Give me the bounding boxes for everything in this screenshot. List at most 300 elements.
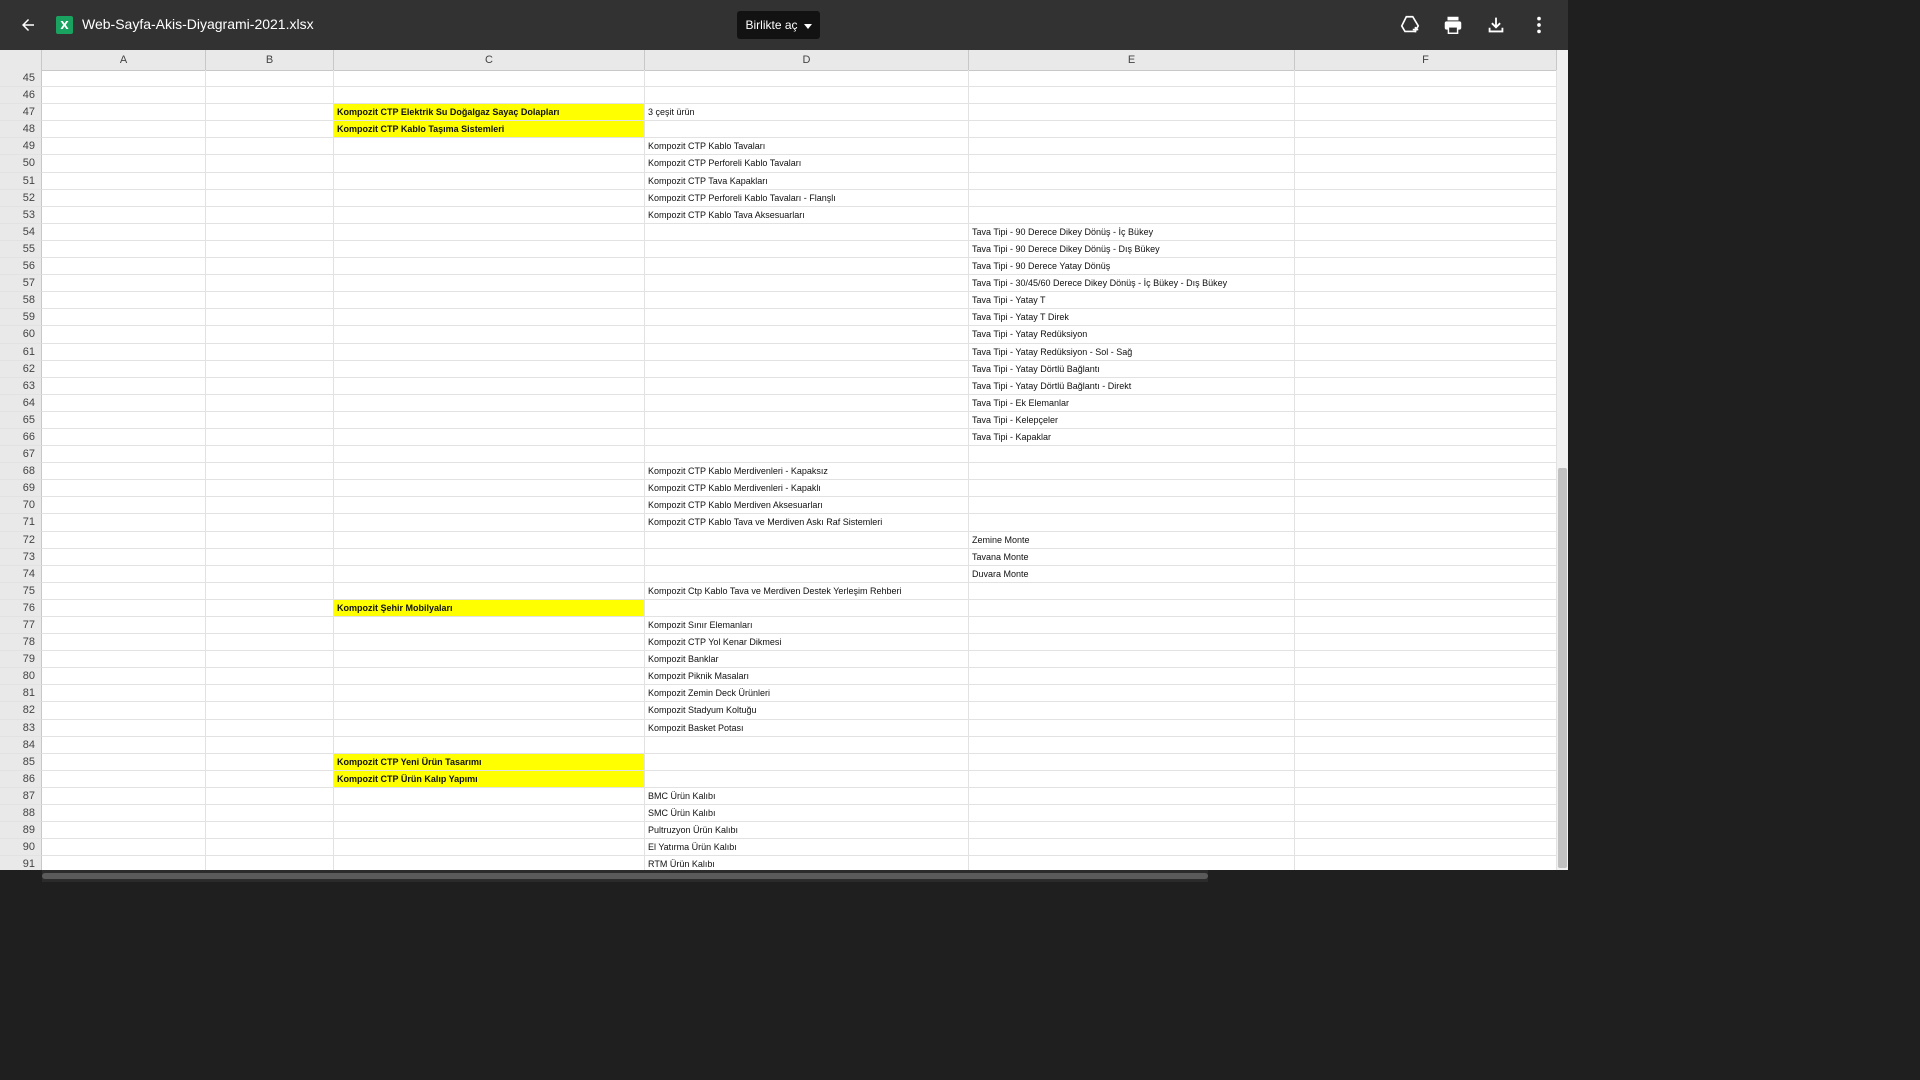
row-number[interactable]: 65 [0,412,42,429]
cell-c[interactable]: Kompozit CTP Yeni Ürün Tasarımı [334,754,645,771]
cell-c[interactable] [334,549,645,566]
cell-d[interactable] [645,292,969,309]
cell-b[interactable] [206,737,334,754]
cell-a[interactable] [42,600,206,617]
cell-a[interactable] [42,224,206,241]
cell-f[interactable] [1295,87,1557,104]
cell-c[interactable] [334,138,645,155]
cell-b[interactable] [206,378,334,395]
cell-b[interactable] [206,138,334,155]
cell-a[interactable] [42,258,206,275]
row-number[interactable]: 78 [0,634,42,651]
cell-f[interactable] [1295,429,1557,446]
cell-c[interactable] [334,685,645,702]
cell-b[interactable] [206,207,334,224]
cell-f[interactable] [1295,685,1557,702]
cell-f[interactable] [1295,395,1557,412]
cell-a[interactable] [42,856,206,870]
cell-a[interactable] [42,326,206,343]
row-number[interactable]: 53 [0,207,42,224]
cell-f[interactable] [1295,532,1557,549]
cell-b[interactable] [206,412,334,429]
cell-f[interactable] [1295,446,1557,463]
cell-f[interactable] [1295,480,1557,497]
row-number[interactable]: 57 [0,275,42,292]
cell-c[interactable] [334,173,645,190]
cell-a[interactable] [42,685,206,702]
cell-f[interactable] [1295,344,1557,361]
cell-f[interactable] [1295,788,1557,805]
cell-c[interactable] [334,514,645,531]
cell-e[interactable] [969,87,1295,104]
cell-b[interactable] [206,446,334,463]
cell-d[interactable]: 3 çeşit ürün [645,104,969,121]
cell-c[interactable] [334,155,645,172]
column-header-e[interactable]: E [969,50,1295,70]
cell-f[interactable] [1295,600,1557,617]
cell-f[interactable] [1295,702,1557,719]
cell-c[interactable] [334,788,645,805]
cell-a[interactable] [42,309,206,326]
cell-f[interactable] [1295,805,1557,822]
cell-d[interactable] [645,378,969,395]
cell-c[interactable] [334,429,645,446]
cell-b[interactable] [206,121,334,138]
cell-f[interactable] [1295,720,1557,737]
cell-f[interactable] [1295,138,1557,155]
row-number[interactable]: 67 [0,446,42,463]
cell-d[interactable] [645,429,969,446]
cell-c[interactable]: Kompozit CTP Ürün Kalıp Yapımı [334,771,645,788]
cell-c[interactable] [334,309,645,326]
cell-e[interactable] [969,190,1295,207]
cell-d[interactable]: Kompozit CTP Kablo Tava ve Merdiven Askı Raf Sistemleri [645,514,969,531]
cell-d[interactable] [645,754,969,771]
row-number[interactable]: 71 [0,514,42,531]
cell-d[interactable]: Kompozit CTP Kablo Merdiven Aksesuarları [645,497,969,514]
cell-d[interactable] [645,224,969,241]
cell-d[interactable] [645,121,969,138]
cell-d[interactable]: Kompozit CTP Kablo Tavaları [645,138,969,155]
cell-a[interactable] [42,514,206,531]
cell-c[interactable] [334,856,645,870]
cell-a[interactable] [42,173,206,190]
cell-e[interactable] [969,668,1295,685]
cell-f[interactable] [1295,497,1557,514]
cell-c[interactable] [334,583,645,600]
cell-f[interactable] [1295,378,1557,395]
row-number[interactable]: 84 [0,737,42,754]
cell-b[interactable] [206,292,334,309]
cell-d[interactable]: El Yatırma Ürün Kalıbı [645,839,969,856]
cell-f[interactable] [1295,651,1557,668]
row-number[interactable]: 70 [0,497,42,514]
cell-d[interactable] [645,600,969,617]
cell-c[interactable] [334,668,645,685]
cell-f[interactable] [1295,309,1557,326]
row-number[interactable]: 54 [0,224,42,241]
cell-d[interactable] [645,87,969,104]
cell-e[interactable]: Tava Tipi - Kelepçeler [969,412,1295,429]
cell-c[interactable] [334,275,645,292]
row-number[interactable]: 79 [0,651,42,668]
cell-a[interactable] [42,87,206,104]
cell-a[interactable] [42,480,206,497]
cell-a[interactable] [42,720,206,737]
cell-e[interactable]: Tava Tipi - Yatay Redüksiyon - Sol - Sağ [969,344,1295,361]
add-to-drive-button[interactable] [1396,11,1424,39]
cell-b[interactable] [206,173,334,190]
cell-e[interactable] [969,480,1295,497]
cell-f[interactable] [1295,514,1557,531]
cell-f[interactable] [1295,617,1557,634]
cell-c[interactable] [334,258,645,275]
cell-e[interactable]: Tava Tipi - Yatay Dörtlü Bağlantı [969,361,1295,378]
cell-d[interactable]: Pultruzyon Ürün Kalıbı [645,822,969,839]
cell-d[interactable] [645,70,969,87]
cell-d[interactable] [645,446,969,463]
row-number[interactable]: 52 [0,190,42,207]
cell-a[interactable] [42,702,206,719]
cell-e[interactable]: Tava Tipi - 90 Derece Dikey Dönüş - Dış Bükey [969,241,1295,258]
cell-c[interactable] [334,344,645,361]
row-number[interactable]: 66 [0,429,42,446]
cell-c[interactable] [334,617,645,634]
cell-c[interactable] [334,720,645,737]
cell-a[interactable] [42,395,206,412]
column-header-a[interactable]: A [42,50,206,70]
cell-b[interactable] [206,429,334,446]
cell-e[interactable] [969,856,1295,870]
cell-e[interactable] [969,138,1295,155]
column-header-f[interactable]: F [1295,50,1557,70]
cell-e[interactable] [969,634,1295,651]
cell-e[interactable] [969,720,1295,737]
cell-f[interactable] [1295,241,1557,258]
cell-f[interactable] [1295,822,1557,839]
cell-f[interactable] [1295,668,1557,685]
row-number[interactable]: 86 [0,771,42,788]
cell-e[interactable] [969,207,1295,224]
cell-d[interactable]: Kompozit CTP Perforeli Kablo Tavaları - Flanşlı [645,190,969,207]
cell-b[interactable] [206,685,334,702]
cell-e[interactable] [969,121,1295,138]
row-number[interactable]: 90 [0,839,42,856]
cell-b[interactable] [206,651,334,668]
cell-b[interactable] [206,463,334,480]
cell-d[interactable]: BMC Ürün Kalıbı [645,788,969,805]
cell-a[interactable] [42,292,206,309]
cell-d[interactable] [645,361,969,378]
cell-a[interactable] [42,805,206,822]
row-number[interactable]: 69 [0,480,42,497]
cell-f[interactable] [1295,207,1557,224]
cell-f[interactable] [1295,566,1557,583]
cell-e[interactable] [969,822,1295,839]
cell-c[interactable] [334,412,645,429]
cell-d[interactable]: Kompozit CTP Tava Kapakları [645,173,969,190]
cell-f[interactable] [1295,190,1557,207]
row-number[interactable]: 77 [0,617,42,634]
cell-d[interactable]: Kompozit Basket Potası [645,720,969,737]
cell-d[interactable] [645,532,969,549]
row-number[interactable]: 48 [0,121,42,138]
cell-f[interactable] [1295,737,1557,754]
row-number[interactable]: 56 [0,258,42,275]
column-header-c[interactable]: C [334,50,645,70]
cell-a[interactable] [42,583,206,600]
cell-b[interactable] [206,70,334,87]
row-number[interactable]: 87 [0,788,42,805]
cell-e[interactable] [969,771,1295,788]
cell-b[interactable] [206,822,334,839]
cell-e[interactable]: Duvara Monte [969,566,1295,583]
cell-b[interactable] [206,617,334,634]
cell-c[interactable] [334,737,645,754]
cell-b[interactable] [206,87,334,104]
cell-e[interactable] [969,839,1295,856]
cell-e[interactable] [969,788,1295,805]
corner-cell[interactable] [0,50,42,70]
row-number[interactable]: 80 [0,668,42,685]
cell-d[interactable]: Kompozit CTP Kablo Tava Aksesuarları [645,207,969,224]
cell-e[interactable] [969,600,1295,617]
cell-d[interactable] [645,258,969,275]
cell-d[interactable] [645,549,969,566]
cell-a[interactable] [42,121,206,138]
cell-c[interactable] [334,70,645,87]
cell-b[interactable] [206,805,334,822]
cell-c[interactable] [334,480,645,497]
cell-e[interactable] [969,446,1295,463]
cell-c[interactable]: Kompozit CTP Elektrik Su Doğalgaz Sayaç Dolapları [334,104,645,121]
cell-a[interactable] [42,104,206,121]
cell-e[interactable]: Tava Tipi - Yatay Dörtlü Bağlantı - Direkt [969,378,1295,395]
cell-f[interactable] [1295,326,1557,343]
cell-a[interactable] [42,70,206,87]
print-button[interactable] [1439,11,1467,39]
cell-d[interactable] [645,326,969,343]
row-number[interactable]: 49 [0,138,42,155]
cell-e[interactable]: Zemine Monte [969,532,1295,549]
cell-c[interactable]: Kompozit Şehir Mobilyaları [334,600,645,617]
row-number[interactable]: 47 [0,104,42,121]
row-number[interactable]: 59 [0,309,42,326]
cell-d[interactable] [645,771,969,788]
cell-c[interactable] [334,224,645,241]
cell-d[interactable] [645,566,969,583]
cell-f[interactable] [1295,839,1557,856]
cell-e[interactable]: Tava Tipi - Yatay Redüksiyon [969,326,1295,343]
cell-a[interactable] [42,241,206,258]
cell-b[interactable] [206,600,334,617]
cell-a[interactable] [42,429,206,446]
row-number[interactable]: 85 [0,754,42,771]
cell-b[interactable] [206,361,334,378]
cell-e[interactable] [969,583,1295,600]
cell-c[interactable] [334,532,645,549]
cell-c[interactable] [334,190,645,207]
cell-e[interactable]: Tava Tipi - Ek Elemanlar [969,395,1295,412]
cell-a[interactable] [42,138,206,155]
row-number[interactable]: 61 [0,344,42,361]
cell-f[interactable] [1295,275,1557,292]
cell-f[interactable] [1295,173,1557,190]
cell-f[interactable] [1295,549,1557,566]
cell-d[interactable]: Kompozit CTP Perforeli Kablo Tavaları [645,155,969,172]
cell-b[interactable] [206,155,334,172]
cell-b[interactable] [206,480,334,497]
cell-e[interactable]: Tava Tipi - 30/45/60 Derece Dikey Dönüş - İç Bükey - Dış Bükey [969,275,1295,292]
cell-a[interactable] [42,361,206,378]
cell-a[interactable] [42,617,206,634]
cell-a[interactable] [42,737,206,754]
cell-b[interactable] [206,532,334,549]
row-number[interactable]: 63 [0,378,42,395]
cell-a[interactable] [42,839,206,856]
cell-d[interactable]: Kompozit Stadyum Koltuğu [645,702,969,719]
cell-b[interactable] [206,754,334,771]
cell-c[interactable] [334,292,645,309]
cell-f[interactable] [1295,856,1557,870]
cell-b[interactable] [206,788,334,805]
cell-b[interactable] [206,634,334,651]
cell-c[interactable] [334,805,645,822]
cell-e[interactable]: Tava Tipi - Yatay T [969,292,1295,309]
cell-d[interactable]: Kompozit Sınır Elemanları [645,617,969,634]
cell-b[interactable] [206,497,334,514]
horizontal-scrollbar[interactable] [42,870,1208,882]
cell-c[interactable] [334,702,645,719]
cell-d[interactable]: Kompozit CTP Kablo Merdivenleri - Kapaksız [645,463,969,480]
cell-c[interactable] [334,378,645,395]
cell-b[interactable] [206,720,334,737]
cell-c[interactable] [334,822,645,839]
cell-d[interactable]: Kompozit CTP Kablo Merdivenleri - Kapaklı [645,480,969,497]
cell-a[interactable] [42,344,206,361]
cell-f[interactable] [1295,361,1557,378]
row-number[interactable]: 83 [0,720,42,737]
cell-b[interactable] [206,309,334,326]
cell-a[interactable] [42,634,206,651]
cell-d[interactable] [645,412,969,429]
cell-e[interactable] [969,155,1295,172]
cell-d[interactable] [645,737,969,754]
cell-a[interactable] [42,412,206,429]
row-number[interactable]: 82 [0,702,42,719]
cell-c[interactable] [334,207,645,224]
cell-a[interactable] [42,207,206,224]
column-header-b[interactable]: B [206,50,334,70]
cell-e[interactable] [969,463,1295,480]
cell-d[interactable]: Kompozit Zemin Deck Ürünleri [645,685,969,702]
cell-a[interactable] [42,771,206,788]
vertical-scrollbar-thumb[interactable] [1558,468,1567,868]
cell-b[interactable] [206,344,334,361]
open-with-button[interactable] [737,11,820,39]
cell-e[interactable] [969,805,1295,822]
cell-d[interactable]: Kompozit Banklar [645,651,969,668]
cell-c[interactable] [334,241,645,258]
cell-e[interactable] [969,651,1295,668]
cell-a[interactable] [42,754,206,771]
cell-b[interactable] [206,258,334,275]
vertical-scrollbar[interactable] [1557,50,1568,870]
row-number[interactable]: 74 [0,566,42,583]
cell-e[interactable] [969,754,1295,771]
cell-c[interactable] [334,634,645,651]
cell-b[interactable] [206,395,334,412]
row-number[interactable]: 51 [0,173,42,190]
row-number[interactable]: 58 [0,292,42,309]
cell-d[interactable] [645,309,969,326]
cell-e[interactable]: Tava Tipi - 90 Derece Yatay Dönüş [969,258,1295,275]
cell-f[interactable] [1295,70,1557,87]
cell-b[interactable] [206,668,334,685]
cell-c[interactable] [334,361,645,378]
cell-d[interactable] [645,241,969,258]
cell-a[interactable] [42,275,206,292]
cell-b[interactable] [206,702,334,719]
row-number[interactable]: 76 [0,600,42,617]
cell-b[interactable] [206,326,334,343]
row-number[interactable]: 89 [0,822,42,839]
cell-b[interactable] [206,566,334,583]
cell-b[interactable] [206,224,334,241]
cell-e[interactable] [969,173,1295,190]
row-number[interactable]: 60 [0,326,42,343]
cell-a[interactable] [42,549,206,566]
row-number[interactable]: 64 [0,395,42,412]
cell-b[interactable] [206,583,334,600]
cell-e[interactable]: Tava Tipi - 90 Derece Dikey Dönüş - İç Bükey [969,224,1295,241]
cell-b[interactable] [206,241,334,258]
cell-d[interactable]: RTM Ürün Kalıbı [645,856,969,870]
row-number[interactable]: 55 [0,241,42,258]
row-number[interactable]: 72 [0,532,42,549]
cell-e[interactable] [969,617,1295,634]
cell-c[interactable] [334,87,645,104]
horizontal-scrollbar-thumb[interactable] [42,873,1208,879]
cell-f[interactable] [1295,634,1557,651]
more-options-button[interactable] [1525,11,1553,39]
cell-d[interactable]: Kompozit Piknik Masaları [645,668,969,685]
cell-c[interactable] [334,839,645,856]
cell-d[interactable] [645,395,969,412]
cell-a[interactable] [42,378,206,395]
cell-e[interactable] [969,737,1295,754]
cell-d[interactable]: SMC Ürün Kalıbı [645,805,969,822]
back-button[interactable] [14,11,42,39]
cell-f[interactable] [1295,771,1557,788]
cell-c[interactable] [334,326,645,343]
cell-a[interactable] [42,190,206,207]
cell-b[interactable] [206,839,334,856]
cell-a[interactable] [42,155,206,172]
row-number[interactable]: 45 [0,70,42,87]
cell-f[interactable] [1295,463,1557,480]
cell-f[interactable] [1295,104,1557,121]
cell-a[interactable] [42,822,206,839]
cell-b[interactable] [206,771,334,788]
cell-c[interactable] [334,651,645,668]
cell-d[interactable]: Kompozit CTP Yol Kenar Dikmesi [645,634,969,651]
cell-c[interactable] [334,446,645,463]
cell-e[interactable] [969,514,1295,531]
cell-e[interactable] [969,104,1295,121]
row-number[interactable]: 46 [0,87,42,104]
cell-f[interactable] [1295,412,1557,429]
